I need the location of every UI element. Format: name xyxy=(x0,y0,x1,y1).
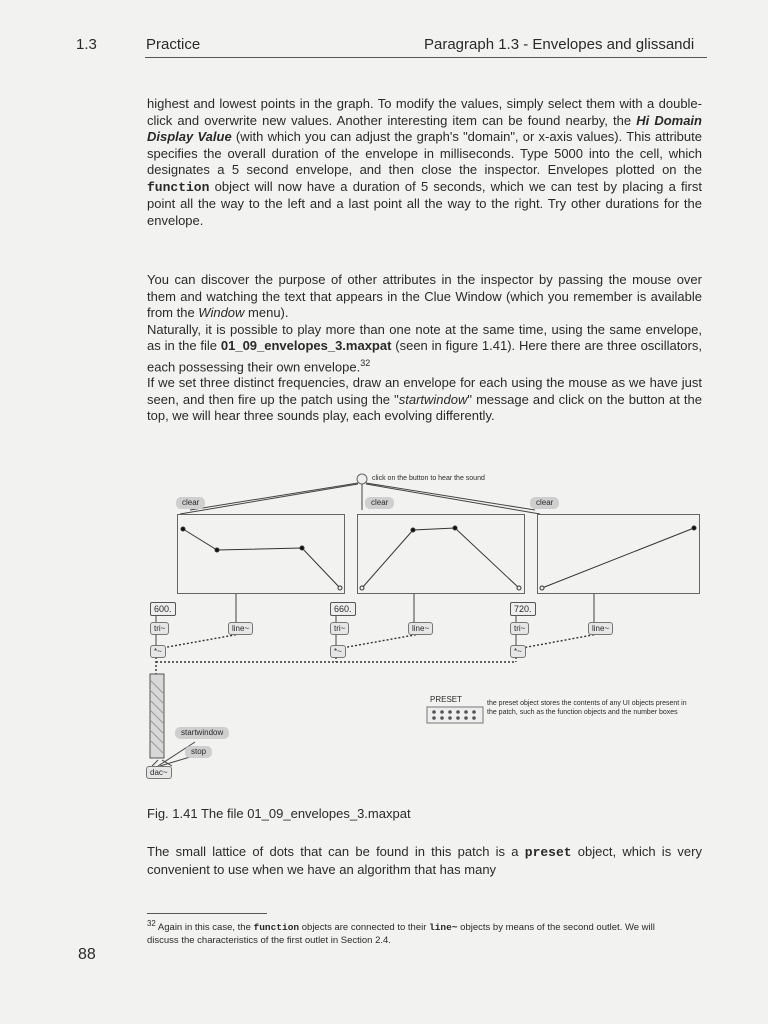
page-number: 88 xyxy=(78,946,96,963)
number-box-1: 600. xyxy=(150,602,176,616)
preset-label: PRESET xyxy=(430,695,463,704)
paragraph-2: You can discover the purpose of other attributes in the inspector by passing the mouse over them and watching the text that appears in the Clue Window (which you remember is available from the Window menu). Naturally, it is possible to play more than one note at the same time, using the same envelope, as in the file 01_09_envelopes_3.maxpat (seen in figure 1.41). Here there are three oscillators, each possessing their own envelope.$^{32}$ If we set three distinct frequencies, draw an envelope for each using the mouse as we have just seen, and then fire up the patch using the "startwindow" message and click on the button at the top, we will hear three sounds play, each evolving differently. xyxy=(147,272,702,424)
paragraph-1: highest and lowest points in the graph. To modify the values, simply select them with a double-click and overwrite new values. Another interesting item can be found nearby, the Hi Domain Display Value (with which you can adjust the graph's "domain", or x-axis values). This attribute specifies the overall duration of the envelope in milliseconds. Type 5000 into the cell, which designates a 5 second envelope, and then close the inspector. Envelopes plotted on the function object will now have a duration of 5 seconds, which we can test by placing a first point all the way to the left and a last point all the way to the right. Try other durations for the envelope. xyxy=(147,96,702,228)
line-obj-3: line~ xyxy=(588,622,613,635)
startwindow-message: startwindow xyxy=(175,727,229,739)
code-term: function xyxy=(147,179,210,195)
code-term: preset xyxy=(524,845,572,860)
emphasis: Window xyxy=(198,305,245,320)
number-box-2: 660. xyxy=(330,602,356,616)
preset-comment: the preset object stores the contents of any UI objects present in the patch, such as the function objects and the number boxes xyxy=(487,700,687,716)
figure-caption: Fig. 1.41 The file 01_09_envelopes_3.maxpat xyxy=(147,806,411,821)
mult-obj-1: *~ xyxy=(150,645,166,658)
header-title: Paragraph 1.3 - Envelopes and glissandi xyxy=(424,36,695,53)
bang-button xyxy=(357,474,367,484)
header-category: Practice xyxy=(146,36,201,53)
number-box-3: 720. xyxy=(510,602,536,616)
function-graph-2 xyxy=(357,514,525,594)
footnote-number: 32 xyxy=(147,919,156,928)
paragraph-4: If we set three distinct frequencies, draw an envelope for each using the mouse as we have just seen, and then fire up the patch using the "startwindow" message and click on the button at the top, we will hear three sounds play, each evolving differently. xyxy=(147,375,702,424)
footnote-rule xyxy=(147,913,267,914)
function-graph-3 xyxy=(537,514,700,594)
line-obj-2: line~ xyxy=(408,622,433,635)
button-comment: click on the button to hear the sound xyxy=(372,475,485,482)
stop-message: stop xyxy=(185,746,212,758)
function-graph-1 xyxy=(177,514,345,594)
emphasis: Hi Domain Display Value xyxy=(147,112,702,144)
clear-message-2: clear xyxy=(365,497,394,509)
tri-osc-3: tri~ xyxy=(510,622,529,635)
section-number: 1.3 xyxy=(76,36,97,53)
footnote: $^{32}$ Again in this case, the function objects are connected to their line~ objects by means of the second outlet. We will discuss the characteristics of the first outlet in Section 2.4. xyxy=(147,919,655,947)
line-obj-1: line~ xyxy=(228,622,253,635)
mult-obj-2: *~ xyxy=(330,645,346,658)
dac-object: dac~ xyxy=(146,766,172,779)
code-term: line~ xyxy=(429,922,458,934)
clear-message-3: clear xyxy=(530,497,559,509)
emphasis: startwindow xyxy=(398,391,468,407)
footnote-ref: 32 xyxy=(360,357,371,368)
tri-osc-2: tri~ xyxy=(330,622,349,635)
code-term: function xyxy=(253,922,300,934)
filename: 01_09_envelopes_3.maxpat xyxy=(220,338,392,353)
paragraph-3: Naturally, it is possible to play more than one note at the same time, using the same envelope, as in the file 01_09_envelopes_3.maxpat (seen in figure 1.41). Here there are three oscillators, each possessing their own envelope.$^{32}$ xyxy=(147,321,702,374)
mult-obj-3: *~ xyxy=(510,645,526,658)
tri-osc-1: tri~ xyxy=(150,622,169,635)
paragraph-5: The small lattice of dots that can be found in this patch is a preset object, which is very convenient to use when we have an algorithm that has many xyxy=(147,844,702,877)
clear-message-1: clear xyxy=(176,497,205,509)
